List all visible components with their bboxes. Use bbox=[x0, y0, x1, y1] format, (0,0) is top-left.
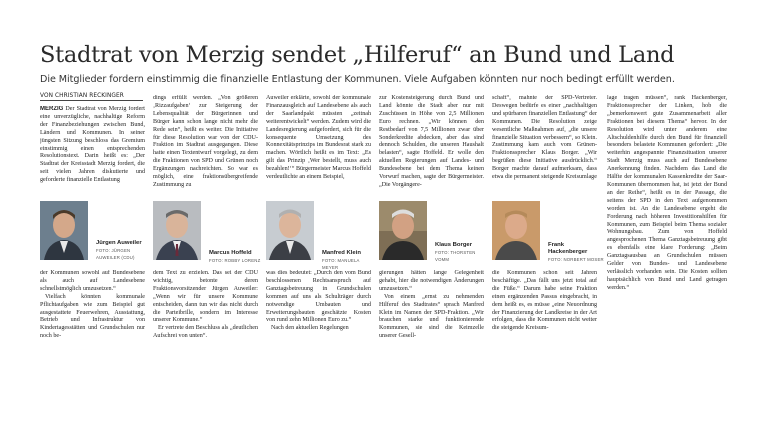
col1-top-text: Der Stadtrat von Merzig fordert eine unverzügliche, nachhaltige Reform der Finanzbeziehungen zwischen Bund, Ländern und Kommunen. In seiner jüngsten Sitzung beschloss das Gremium einstimmig einen entsprechenden Resolutionstext. Darin heißt es: „Der Stadtrat der Kreisstadt Merzig fordert, die seit vielen Jahren diskutierte und geforderte finanzielle Entlastung bbox=[40, 106, 145, 184]
column-2-top bbox=[153, 95, 258, 201]
column-2-bottom bbox=[153, 270, 258, 350]
column-6 bbox=[607, 95, 727, 395]
caption-credit: FOTO: ROBBY LORENZ bbox=[209, 258, 261, 263]
caption-borger bbox=[435, 242, 485, 263]
portrait-photo-borger bbox=[379, 201, 427, 260]
col2-bottom-a: dem Text zu erzielen. Das sei der CDU wichtig, betonte deren Fraktionsvorsitzender Jürgen Auweiler: „Wenn wir für unsere Kommune entscheiden, dann tun wir das nicht durch die Parteibrille, sondern im Interesse unserer Kommune.“ bbox=[153, 270, 258, 324]
portrait-image bbox=[379, 201, 427, 260]
article-subline: Die Mitglieder fordern einstimmig die finanzielle Entlastung der Kommunen. Viele Aufgaben könnten nur noch bedingt erfüllt werden. bbox=[40, 74, 675, 85]
col2-bottom-b: Er vertrete den Beschluss als „deutlichen Aufschrei von unten“. bbox=[153, 325, 258, 340]
article-headline: Stadtrat von Merzig sendet „Hilferuf“ an Bund und Land bbox=[40, 42, 675, 68]
caption-name: Frank Hackenberger bbox=[548, 242, 588, 255]
col3-bottom-b: Nach den aktuellen Regelungen bbox=[271, 325, 349, 332]
column-5-bottom bbox=[492, 270, 597, 350]
col5-bottom-a: die Kommunen schon seit Jahren beschäftige. „Das fällt uns jetzt total auf die Füße.“ Darum habe seine Fraktion einen ergänzenden Passus eingebracht, in dem heißt es, es müsse „eine Neuordnung der Finanzierung der Landkreise in der Art erfolgen, dass die Kommunen nicht weiter die steigende Kreisum- bbox=[492, 270, 597, 332]
byline-divider bbox=[40, 100, 143, 101]
caption-credit: FOTO: JÜRGEN AUWEILER (CDU) bbox=[96, 248, 135, 260]
article-byline: VON CHRISTIAN RECKINGER bbox=[40, 93, 124, 99]
column-4-bottom bbox=[379, 270, 484, 350]
caption-name: Jürgen Auweiler bbox=[96, 240, 142, 246]
column-1-bottom bbox=[40, 270, 145, 350]
caption-auweiler bbox=[96, 240, 146, 261]
caption-hoffeld bbox=[209, 250, 261, 264]
column-3-top bbox=[266, 95, 371, 201]
column-1-top bbox=[40, 106, 145, 201]
col6-text: lage tragen müssen“, rank Hackenberger, Fraktionssprecher der Linken, hob die „bemerkenswert gute Zusammenarbeit aller Fraktionen bei diesem Thema“ hervor. In der Resolution wird unter anderem eine Altschuldenhilfe durch den Bund für finanziell besonders belastete Kommunen gefordert: „Die weiterhin angespannte Finanzsituation unserer Stadt Merzig muss auch auf Bundesebene Anerkennung finden. Nachdem das Land die Hälfte der kommunalen Kassenkredite der Saar-Kommunen übernommen hat, ist jetzt der Bund an der Reihe“, heißt es in der Passage, die seitens der SPD in den Text aufgenommen worden ist. An die Landesebene ergeht die Forderung nach höheren Investitionshilfen für Kommunen, zum Beispiel beim Thema sozialer Wohnungsbau. Zum von Hoffeld angesprochenen Thema Ganztagsbetreuung gibt es ebenfalls eine klare Forderung: „Beim Ganztagsausbau an Grundschulen müssen Gelder von Bundes- und Landesebene verlässlich vorhanden sein. Die Kosten sollten hauptsächlich von Bund und Land getragen werden.“ bbox=[607, 95, 727, 291]
col4-bottom-b: Von einem „ernst zu nehmenden Hilferuf des Stadtrates“ sprach Manfred Klein im Namen der SPD-Fraktion. „Wir brauchen starke und funktionierende Kommunen, sie sind die Keimzelle unserer Gesell- bbox=[379, 293, 484, 340]
column-3-bottom bbox=[266, 270, 371, 350]
portrait-photo-hoffeld bbox=[153, 201, 201, 260]
portrait-photo-klein bbox=[266, 201, 314, 260]
portrait-image bbox=[492, 201, 540, 260]
col3-bottom-a: was dies bedeutet: „Durch den vom Bund beschlossenen Rechtsanspruch auf Ganztagsbetreuung in Grundschulen kommen auf uns als Schulträger durch notwendige Umbauten und Erweiterungsbauten geschätzte Kosten von rund zehn Millionen Euro zu.“ bbox=[266, 270, 371, 324]
col5-top-text: schaft“, mahnte der SPD-Vertreter. Deswegen bedürfe es einer „nachhaltigen und spürbaren finanziellen Entlastung“ der Kommunen. Die Resolution zeige wesentliche Maßnahmen auf, „die unsere finanzielle Situation verbessern“, so Klein. Zustimmung kam auch vom Grünen-Fraktionssprecher Klaus Borger. „Wir begrüßen diese Initiative ausdrücklich.“ Borger machte darauf aufmerksam, dass etwa die permanent steigende Kreisumlage bbox=[492, 95, 597, 181]
caption-credit: FOTO: NORBERT MOSER bbox=[548, 257, 604, 262]
col1-bottom-b: Vielfach könnten kommunale Pflichtaufgaben wie zum Beispiel gut ausgestattete Feuerwehren, Ausstattung, Betrieb und Infrastruktur von Kindertagesstätten und Grundschulen nur noch be- bbox=[40, 293, 145, 340]
col4-top-text: zur Kostensteigerung durch Bund und Land könnte die Stadt aber nur mit Zuschüssen in Höhe von 2,5 Millionen Euro rechnen. „Wir können den Restbedarf von 7,5 Millionen zwar über Sonderkredite abdecken, aber das sind dennoch Schulden, die unseren Haushalt belasten“, sagte Hoffeld. Er wolle den aktuellen Regierungen auf Landes- und Bundesebene bei dem Thema keinen Vorwurf machen, sagte der Bürgermeister. „Die Vorgängere- bbox=[379, 95, 484, 188]
col2-top-text: dings erfüllt werden. „Von größeren ‚Rizzaufgaben‘ zur Steigerung der Lebensqualität der Bürgerinnen und Bürger kann schon lange nicht mehr die Rede sein“, heißt es weiter. Die Initiative für diese Resolution war von der CDU-Fraktion im Stadtrat ausgegangen. Diese hatte einen Textentwurf vorgelegt, zu dem die Fraktionen von SPD und Grünen noch Ergänzungen nachreichten. So war es möglich, eine fraktionsübergreifende Zustimmung zu bbox=[153, 95, 258, 188]
col1-bottom-a: der Kommunen sowohl auf Bundesebene als auch auf Landesebene schnellstmöglich umzusetzen.“ bbox=[40, 270, 145, 292]
dateline: MERZIG bbox=[40, 106, 64, 112]
col3-top-text: Auweiler erklärte, sowohl der kommunale Finanzausgleich auf Landesebene als auch der Saarlandpakt müssten „zeitnah weiterentwickelt“ werden. Zudem wird die Landesregierung aufgefordert, sich für die konsequente Umsetzung des Konnexitätsprinzips im Bundesrat stark zu machen. Wörtlich heißt es im Text: „Es gilt das Prinzip ‚Wer bestellt, muss auch bezahlen!‘“ Bürgermeister Marcus Hoffeld verdeutlichte an einem Beispiel, bbox=[266, 95, 371, 181]
column-4-top bbox=[379, 95, 484, 201]
caption-name: Klaus Borger bbox=[435, 242, 472, 248]
portrait-image bbox=[40, 201, 88, 260]
column-5-top bbox=[492, 95, 597, 201]
col4-bottom-a: gierungen hätten lange Gelegenheit gehabt, hier die notwendigen Änderungen umzusetzen.“ bbox=[379, 270, 484, 292]
caption-credit: FOTO: MANUELA MEYER bbox=[322, 258, 360, 270]
caption-klein bbox=[322, 250, 372, 271]
caption-hackenberger bbox=[548, 242, 604, 263]
portrait-photo-auweiler bbox=[40, 201, 88, 260]
portrait-image bbox=[266, 201, 314, 260]
caption-credit: FOTO: THORSTEN VOMM bbox=[435, 250, 476, 262]
caption-name: Marcus Hoffeld bbox=[209, 250, 252, 256]
caption-name: Manfred Klein bbox=[322, 250, 361, 256]
portrait-image bbox=[153, 201, 201, 260]
portrait-photo-hackenberger bbox=[492, 201, 540, 260]
